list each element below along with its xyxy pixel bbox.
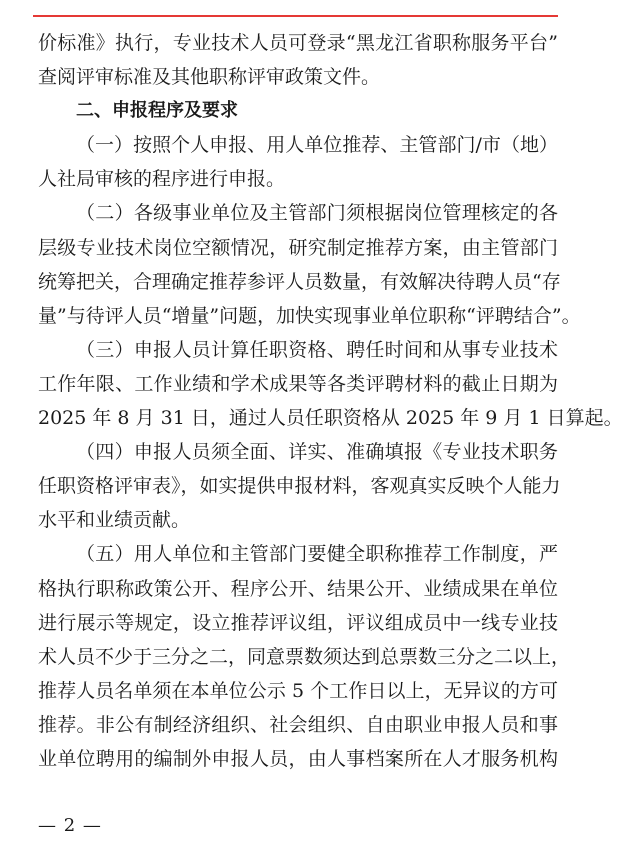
text-line: 格执行职称政策公开、程序公开、结果公开、业绩成果在单位 xyxy=(38,577,558,600)
text-line: 量”与待评人员“增量”问题，加快实现事业单位职称“评聘结合”。 xyxy=(38,304,581,327)
paragraph-first-line: （五）用人单位和主管部门要健全职称推荐工作制度，严 xyxy=(76,543,558,566)
paragraph-first-line: （三）申报人员计算任职资格、聘任时间和从事专业技术 xyxy=(76,338,558,361)
document-body xyxy=(38,26,623,776)
text-line: 价标准》执行，专业技术人员可登录“黑龙江省职称服务平台” xyxy=(38,32,558,54)
text-line: 层级专业技术岗位空额情况，研究制定推荐方案，由主管部门 xyxy=(38,236,558,259)
text-line: 查阅评审标准及其他职称评审政策文件。 xyxy=(38,66,381,89)
text-line: 工作年限、工作业绩和学术成果等各类评聘材料的截止日期为 xyxy=(38,372,558,395)
text-line: 任职资格评审表》，如实提供申报材料，客观真实反映个人能力 xyxy=(38,475,561,498)
text-line: 推荐人员名单须在本单位公示 5 个工作日以上，无异议的方可 xyxy=(38,679,558,702)
text-line: 术人员不少于三分之二，同意票数须达到总票数三分之二以上， xyxy=(38,645,571,668)
header-red-rule xyxy=(33,15,558,17)
text-line: 统筹把关，合理确定推荐参评人员数量，有效解决待聘人员“存 xyxy=(38,270,561,293)
page-number: — 2 — xyxy=(38,815,102,836)
paragraph-first-line: （四）申报人员须全面、详实、准确填报《专业技术职务 xyxy=(76,441,558,464)
text-line: 人社局审核的程序进行申报。 xyxy=(38,168,286,191)
text-line: 推荐。非公有制经济组织、社会组织、自由职业申报人员和事 xyxy=(38,713,558,736)
text-line: 进行展示等规定，设立推荐评议组，评议组成员中一线专业技 xyxy=(38,611,558,634)
text-line: 2025 年 8 月 31 日，通过人员任职资格从 2025 年 9 月 1 日算起。 xyxy=(38,407,623,430)
text-line: 业单位聘用的编制外申报人员，由人事档案所在人才服务机构 xyxy=(38,747,558,770)
section-heading: 二、申报程序及要求 xyxy=(76,100,238,122)
text-line: 水平和业绩贡献。 xyxy=(38,509,191,532)
paragraph-first-line: （二）各级事业单位及主管部门须根据岗位管理核定的各 xyxy=(76,202,558,225)
paragraph-first-line: （一）按照个人申报、用人单位推荐、主管部门/市（地） xyxy=(76,134,558,157)
